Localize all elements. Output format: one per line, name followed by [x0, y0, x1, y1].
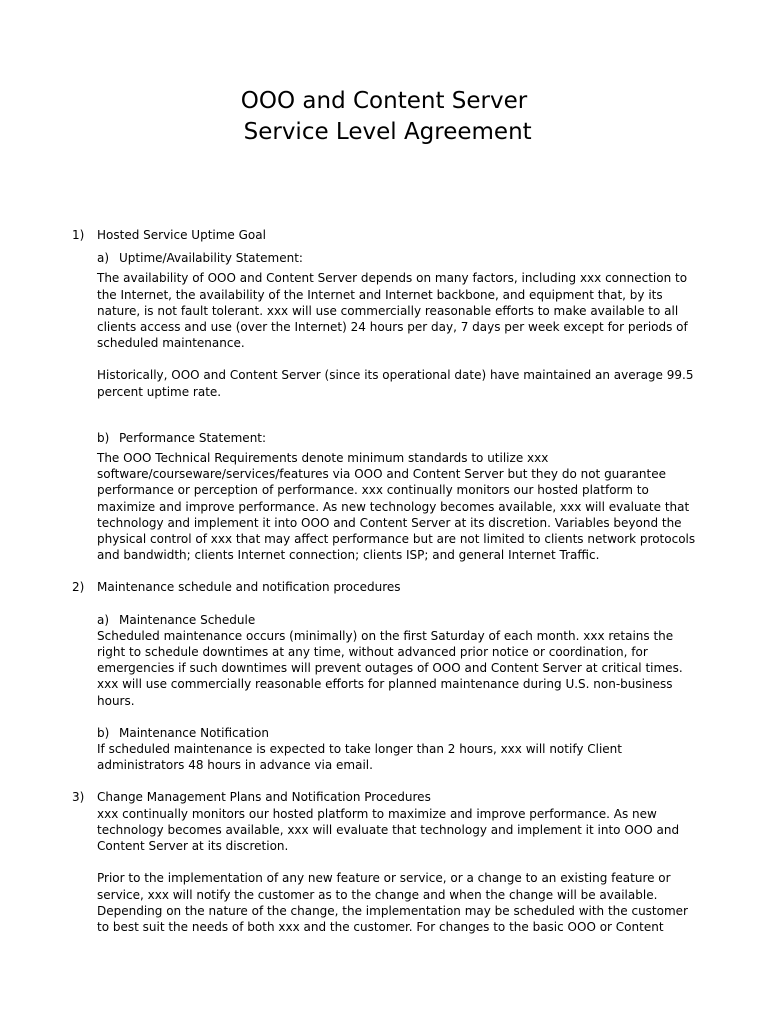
section-number: 1)	[72, 228, 85, 242]
paragraph: The availability of OOO and Content Server depends on many factors, including xxx connection to the Internet, the availability of the Internet and Internet backbone, and equipment that, by its nature, is not fault tolerant. xxx will use commercially reasonable efforts to make available to all clients access and use (over the Internet) 24 hours per day, 7 days per week except for periods of scheduled maintenance.	[97, 271, 688, 351]
section-number: 2)	[72, 580, 85, 595]
subsection-letter: b)	[97, 725, 110, 740]
subsection-title: Maintenance Schedule	[119, 612, 256, 627]
paragraph: Scheduled maintenance occurs (minimally) on the first Saturday of each month. xxx retains the right to schedule downtimes at any time, without advanced prior notice or coordination, for emergencies if such downtimes will prevent outages of OOO and Content Server at critical times. xxx will use commercially reasonable efforts for planned maintenance during U.S. non-business hours.	[97, 628, 683, 708]
document-body	[72, 227, 702, 935]
subsection-letter: b)	[97, 430, 110, 445]
paragraph: If scheduled maintenance is expected to take longer than 2 hours, xxx will notify Client administrators 48 hours in advance via email.	[97, 742, 622, 773]
subsection-letter: a)	[97, 251, 110, 266]
section-title: Change Management Plans and Notification Procedures	[97, 790, 431, 805]
section-number: 3)	[72, 790, 85, 805]
paragraph: The OOO Technical Requirements denote minimum standards to utilize xxx software/courseware/services/features via OOO and Content Server but they do not guarantee performance or perception of performance. xxx continually monitors our hosted platform to maximize and improve performance. As new technology becomes available, xxx will evaluate that technology and implement it into OOO and Content Server at its discretion. Variables beyond the physical control of xxx that may affect performance but are not limited to clients network protocols and bandwidth; clients Internet connection; clients ISP; and general Internet Traffic.	[97, 451, 696, 563]
subsection-title: Uptime/Availability Statement:	[119, 251, 303, 266]
title-line-2: Service Level Agreement	[236, 119, 532, 145]
title-line-1: OOO and Content Server	[240, 88, 528, 114]
section-1-heading	[72, 227, 702, 243]
section-title: Maintenance schedule and notification procedures	[97, 580, 401, 595]
subsection-1a-heading	[97, 250, 702, 266]
subsection-2a-heading	[97, 612, 702, 628]
subsection-1b-heading	[97, 430, 702, 446]
subsection-2b-heading	[97, 725, 702, 741]
section-2-heading	[72, 579, 702, 595]
document-title	[0, 86, 768, 148]
subsection-letter: a)	[97, 612, 110, 627]
subsection-title: Performance Statement:	[119, 430, 267, 445]
section-3-heading	[72, 789, 702, 805]
section-title: Hosted Service Uptime Goal	[97, 228, 266, 242]
paragraph: xxx continually monitors our hosted platform to maximize and improve performance. As new technology becomes available, xxx will evaluate that technology and implement it into OOO and Content Server at its discretion.	[97, 806, 680, 854]
paragraph: Historically, OOO and Content Server (since its operational date) have maintained an average 99.5 percent uptime rate.	[97, 368, 694, 399]
paragraph: Prior to the implementation of any new feature or service, or a change to an existing feature or service, xxx will notify the customer as to the change and when the change will be available. Depending on the nature of the change, the implementation may be scheduled with the customer to best suit the needs of both xxx and the customer. For changes to the basic OOO or Content	[97, 871, 688, 934]
subsection-title: Maintenance Notification	[119, 725, 269, 740]
